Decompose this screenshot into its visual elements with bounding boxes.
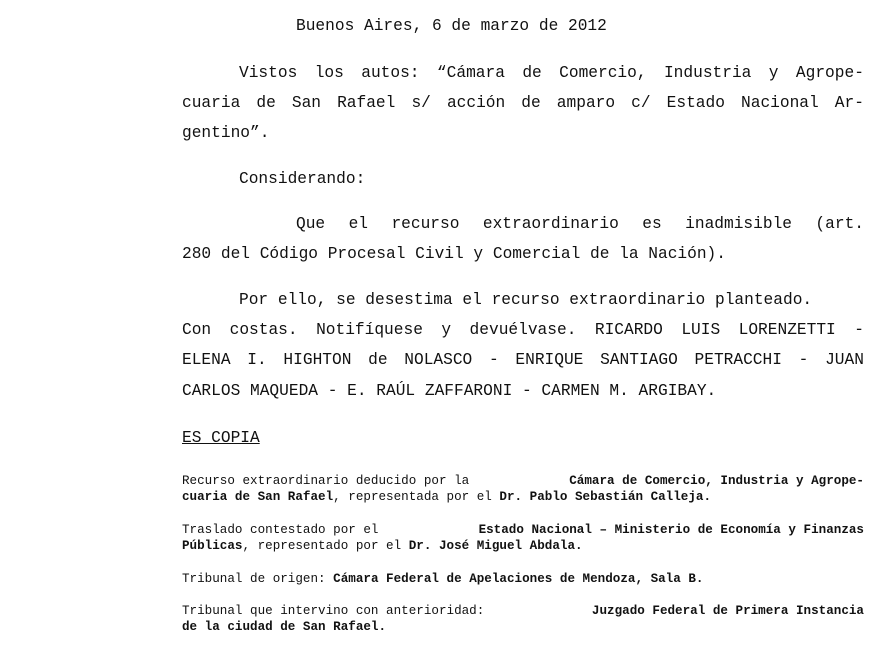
note-recurso-pre: Recurso extraordinario deducido por la — [182, 474, 477, 488]
note-anterior-bold-1: Juzgado Federal de Primera Instancia — [591, 604, 864, 618]
word: y — [768, 64, 779, 82]
note-origen-pre: Tribunal de origen: — [182, 572, 334, 586]
word: PETRACCHI — [694, 351, 782, 369]
vistos-line-1 — [239, 63, 864, 83]
por-ello-line-3 — [182, 350, 864, 370]
word: JUAN — [825, 351, 864, 369]
word: cuaria — [182, 94, 241, 112]
note-traslado-line-2 — [182, 538, 583, 554]
note-anterior-pre: Tribunal que intervino con anterioridad: — [182, 604, 492, 618]
word: de — [521, 94, 541, 112]
word: Agrope- — [795, 64, 864, 82]
word: amparo — [556, 94, 616, 112]
word: HIGHTON — [283, 351, 352, 369]
considerando-heading: Considerando: — [239, 170, 366, 188]
word: costas. — [229, 321, 298, 339]
date-line: Buenos Aires, 6 de marzo de 2012 — [296, 17, 607, 35]
note-recurso-lawyer: Dr. Pablo Sebastián Calleja. — [499, 490, 712, 504]
word: Estado — [666, 94, 725, 112]
word: de — [368, 351, 388, 369]
note-traslado-mid: , representado por el — [242, 539, 409, 553]
que-line-2: 280 del Código Procesal Civil y Comercial de la Nación). — [182, 245, 726, 263]
word: - — [488, 351, 499, 369]
word: Que — [296, 215, 326, 233]
note-traslado-line-1 — [182, 522, 864, 538]
word: Ar- — [834, 94, 864, 112]
note-anterior-bold-2: de la ciudad de San Rafael. — [182, 620, 387, 634]
vistos-line-3: gentino”. — [182, 124, 270, 142]
word: es — [642, 215, 662, 233]
word: RICARDO — [594, 321, 663, 339]
word: SANTIAGO — [600, 351, 678, 369]
note-anterior-line-2 — [182, 619, 386, 635]
note-anterior-line-1 — [182, 603, 864, 619]
note-recurso-line-2 — [182, 489, 711, 505]
word: Vistos — [239, 64, 298, 82]
word: - — [798, 351, 809, 369]
que-line-1 — [296, 214, 864, 234]
word: ELENA — [182, 351, 231, 369]
word: c/ — [631, 94, 651, 112]
note-recurso-bold-1: Cámara de Comercio, Industria y Agrope- — [569, 474, 864, 488]
note-traslado-lawyer: Dr. José Miguel Abdala. — [408, 539, 583, 553]
word: “Cámara — [436, 64, 505, 82]
word: y — [441, 321, 452, 339]
word: de — [256, 94, 276, 112]
word: Nacional — [741, 94, 819, 112]
word: I. — [247, 351, 267, 369]
por-ello-line-1: Por ello, se desestima el recurso extraordinario planteado. — [239, 291, 813, 309]
word: NOLASCO — [404, 351, 473, 369]
word: recurso — [391, 215, 460, 233]
word: los — [314, 64, 344, 82]
word: LUIS — [681, 321, 721, 339]
word: - — [854, 321, 864, 339]
word: Con — [182, 321, 212, 339]
word: s/ — [411, 94, 431, 112]
word: el — [348, 215, 369, 233]
por-ello-line-2 — [182, 320, 864, 340]
word: autos: — [361, 64, 420, 82]
note-traslado-pre: Traslado contestado por el — [182, 523, 387, 537]
word: de — [522, 64, 542, 82]
note-origen — [182, 571, 703, 587]
note-recurso-line-1 — [182, 473, 864, 489]
note-recurso-mid: , representada por el — [333, 490, 500, 504]
word: (art. — [815, 215, 864, 233]
word: Comercio, — [559, 64, 647, 82]
word: San — [291, 94, 322, 112]
word: acción — [446, 94, 506, 112]
note-traslado-bold-1: Estado Nacional – Ministerio de Economía y Finanzas — [478, 523, 864, 537]
word: extraordinario — [482, 215, 619, 233]
word: inadmisible — [685, 215, 792, 233]
word: LORENZETTI — [738, 321, 836, 339]
vistos-line-2 — [182, 93, 864, 113]
note-recurso-bold-2: cuaria de San Rafael — [182, 490, 334, 504]
word: ENRIQUE — [515, 351, 584, 369]
word: Notifíquese — [316, 321, 423, 339]
word: Industria — [663, 64, 752, 82]
por-ello-line-4: CARLOS MAQUEDA - E. RAÚL ZAFFARONI - CARMEN M. ARGIBAY. — [182, 382, 717, 400]
word: devuélvase. — [469, 321, 577, 339]
word: Rafael — [337, 94, 396, 112]
es-copia-label: ES COPIA — [182, 429, 260, 447]
note-origen-court: Cámara Federal de Apelaciones de Mendoza, Sala B. — [333, 572, 704, 586]
note-traslado-bold-2: Públicas — [182, 539, 243, 553]
